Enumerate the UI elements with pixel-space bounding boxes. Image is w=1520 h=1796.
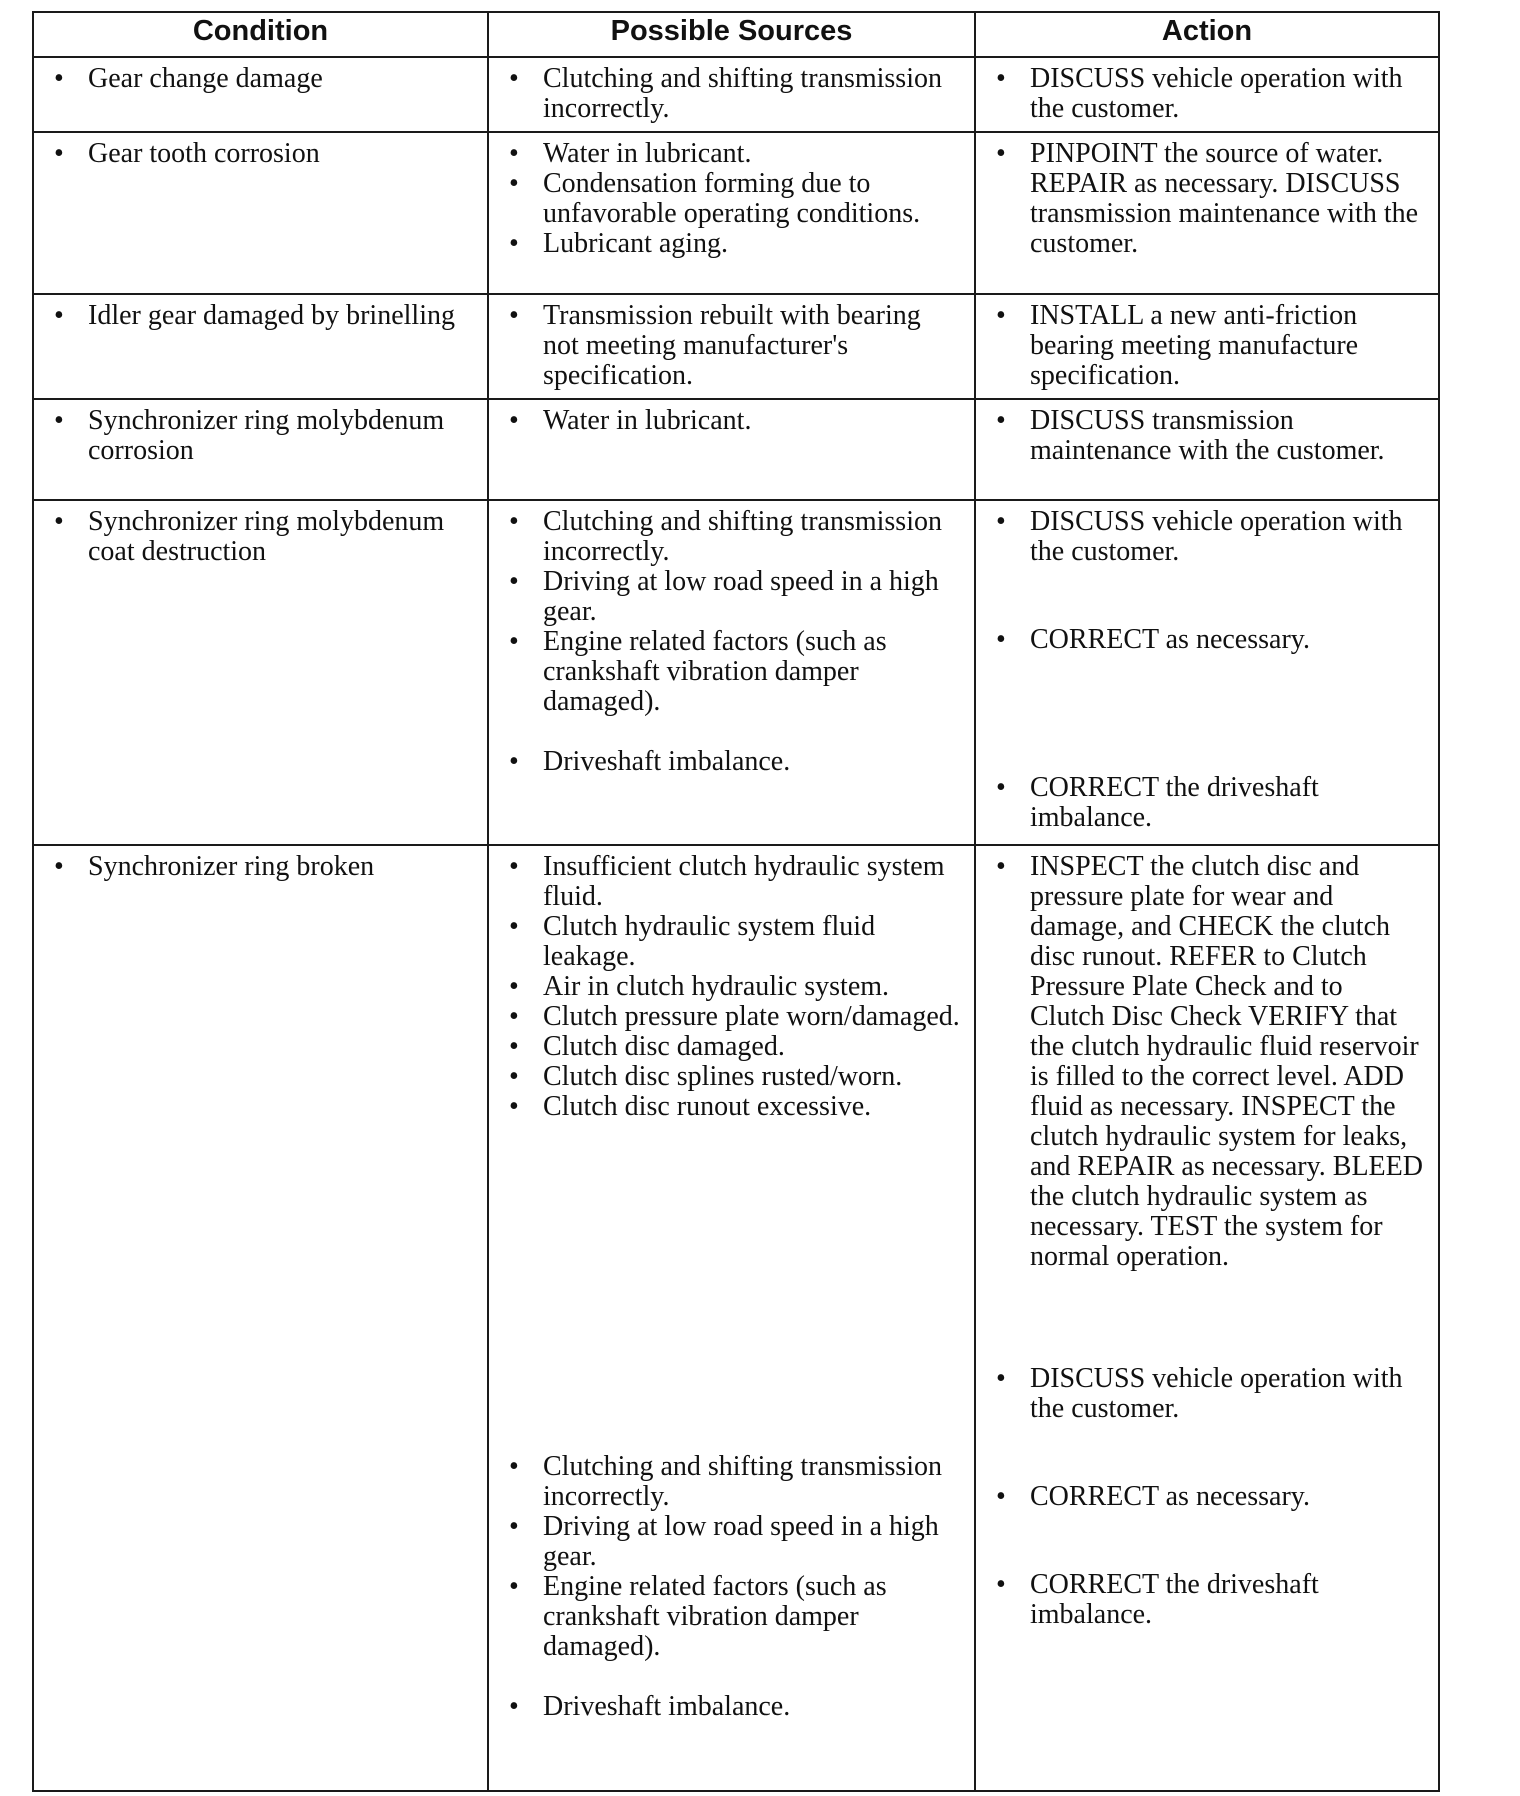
action-item: • DISCUSS vehicle operation with the customer. [990, 507, 1424, 567]
action-cell [975, 500, 1439, 845]
condition-cell [33, 57, 488, 132]
condition-text: • Synchronizer ring broken [48, 852, 473, 882]
source-item: • Clutch hydraulic system fluid leakage. [503, 912, 960, 972]
source-item: • Condensation forming due to unfavorable operating conditions. [503, 169, 960, 229]
source-item: • Water in lubricant. [503, 139, 960, 169]
source-item: • Clutch disc runout excessive. [503, 1092, 960, 1122]
action-item: • PINPOINT the source of water. REPAIR as necessary. DISCUSS transmission maintenance with the customer. [990, 139, 1424, 259]
source-item: • Clutch pressure plate worn/damaged. [503, 1002, 960, 1032]
source-item: • Driveshaft imbalance. [503, 1692, 960, 1722]
source-item: • Clutching and shifting transmission incorrectly. [503, 507, 960, 567]
sources-cell [488, 57, 975, 132]
header-row [33, 12, 1439, 57]
source-item: • Insufficient clutch hydraulic system fluid. [503, 852, 960, 912]
diagnosis-table [32, 11, 1440, 1792]
diagnosis-sheet [32, 11, 1438, 1792]
source-item: • Engine related factors (such as crankshaft vibration damper damaged). [503, 1572, 960, 1662]
sources-cell [488, 294, 975, 399]
condition-text: • Gear change damage [48, 64, 473, 94]
sources-cell [488, 399, 975, 500]
source-item: • Clutch disc splines rusted/worn. [503, 1062, 960, 1092]
action-cell [975, 845, 1439, 1791]
action-item: • DISCUSS vehicle operation with the customer. [990, 64, 1424, 124]
condition-cell [33, 294, 488, 399]
action-cell [975, 57, 1439, 132]
source-item: • Driveshaft imbalance. [503, 747, 960, 777]
condition-cell [33, 399, 488, 500]
action-cell [975, 399, 1439, 500]
header-sources: Possible Sources [488, 12, 975, 57]
table-row [33, 294, 1439, 399]
source-item: • Transmission rebuilt with bearing not meeting manufacturer's specification. [503, 301, 960, 391]
condition-cell [33, 500, 488, 845]
source-item: • Clutch disc damaged. [503, 1032, 960, 1062]
condition-cell [33, 845, 488, 1791]
table-row [33, 132, 1439, 294]
action-item: • INSTALL a new anti-friction bearing meeting manufacture specification. [990, 301, 1424, 391]
source-item: • Water in lubricant. [503, 406, 960, 436]
table-row [33, 57, 1439, 132]
source-item: • Clutching and shifting transmission incorrectly. [503, 1452, 960, 1512]
condition-text: • Synchronizer ring molybdenum coat destruction [48, 507, 473, 567]
action-item: • CORRECT the driveshaft imbalance. [990, 773, 1424, 833]
action-cell [975, 294, 1439, 399]
source-item: • Clutching and shifting transmission incorrectly. [503, 64, 960, 124]
action-item: • INSPECT the clutch disc and pressure plate for wear and damage, and CHECK the clutch disc runout. REFER to Clutch Pressure Plate Check and to Clutch Disc Check VERIFY that the clutch hydraulic fluid reservoir is filled to the correct level. ADD fluid as necessary. INSPECT the clutch hydraulic system for leaks, and REPAIR as necessary. BLEED the clutch hydraulic system as necessary. TEST the system for normal operation. [990, 852, 1424, 1272]
table-row [33, 500, 1439, 845]
action-item: • DISCUSS vehicle operation with the customer. [990, 1364, 1424, 1424]
sources-cell [488, 132, 975, 294]
sources-cell [488, 845, 975, 1791]
action-cell [975, 132, 1439, 294]
source-item: • Driving at low road speed in a high gear. [503, 567, 960, 627]
table-row [33, 399, 1439, 500]
source-item: • Air in clutch hydraulic system. [503, 972, 960, 1002]
condition-text: • Synchronizer ring molybdenum corrosion [48, 406, 473, 466]
action-item: • CORRECT the driveshaft imbalance. [990, 1570, 1424, 1630]
header-condition: Condition [33, 12, 488, 57]
condition-text: • Idler gear damaged by brinelling [48, 301, 473, 331]
action-item: • CORRECT as necessary. [990, 1482, 1424, 1512]
source-item: • Lubricant aging. [503, 229, 960, 259]
table-row [33, 845, 1439, 1791]
source-item: • Engine related factors (such as crankshaft vibration damper damaged). [503, 627, 960, 717]
action-item: • DISCUSS transmission maintenance with the customer. [990, 406, 1424, 466]
condition-cell [33, 132, 488, 294]
header-action: Action [975, 12, 1439, 57]
condition-text: • Gear tooth corrosion [48, 139, 473, 169]
action-item: • CORRECT as necessary. [990, 625, 1424, 655]
source-item: • Driving at low road speed in a high gear. [503, 1512, 960, 1572]
sources-cell [488, 500, 975, 845]
